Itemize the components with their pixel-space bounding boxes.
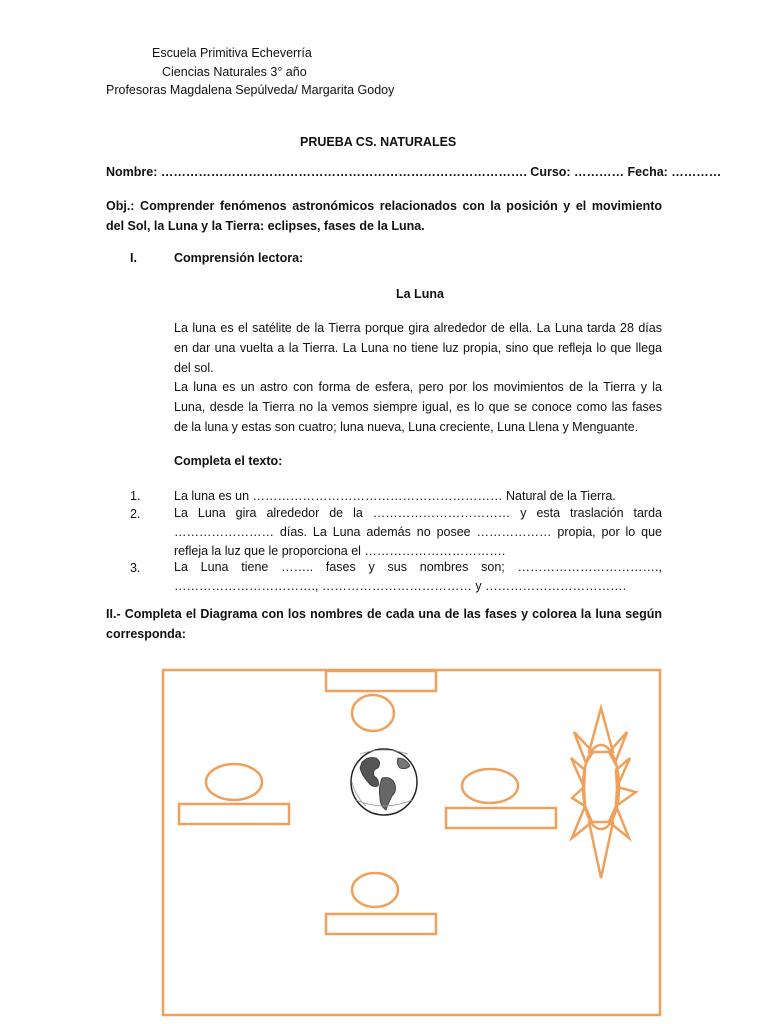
item-text: La Luna gira alrededor de la …………………………… y esta traslación tarda …………………… días. La Luna además no posee ……………… propia, por lo que refleja la luz que le proporciona el …………………………….	[174, 506, 662, 558]
student-info-line: Nombre: ……………………………………………………………………………. Curso: ………… Fecha: …………	[106, 165, 722, 179]
reading-paragraph-2: La luna es un astro con forma de esfera, pero por los movimientos de la Tierra y la Luna, desde la Tierra no la vemos siempre igual, es lo que se conoce como las fases de la luna y estas son cuatro; luna nueva, Luna creciente, Luna Llena y Menguante.	[174, 380, 662, 434]
moon-bottom[interactable]	[352, 873, 398, 907]
section1-title: Comprensión lectora:	[174, 251, 304, 265]
teachers-line: Profesoras Magdalena Sepúlveda/ Margarita Godoy	[106, 83, 395, 97]
moon-left[interactable]	[206, 764, 262, 800]
reading-paragraph-1: La luna es el satélite de la Tierra porque gira alrededor de ella. La Luna tarda 28 días en dar una vuelta a la Tierra. La Luna no tiene luz propia, sino que refleja lo que llega del sol.	[174, 321, 662, 375]
item-number: 1.	[130, 489, 141, 503]
diagram-frame	[163, 670, 660, 1015]
label-box-left[interactable]	[179, 804, 289, 824]
subject-line: Ciencias Naturales 3° año	[162, 65, 307, 79]
moon-top[interactable]	[352, 695, 394, 731]
item-text: La luna es un …………………………………………………… Natural de la Tierra.	[174, 489, 616, 503]
label-box-top[interactable]	[326, 671, 436, 691]
item-number: 3.	[130, 561, 141, 575]
section1-number: I.	[130, 251, 137, 265]
school-name: Escuela Primitiva Echeverría	[152, 46, 312, 60]
moon-right[interactable]	[462, 769, 518, 803]
label-box-right[interactable]	[446, 808, 556, 828]
item-text: La Luna tiene …….. fases y sus nombres son; ……………………………., ……………………………., ……………………………… y …………………………….	[174, 560, 662, 593]
complete-instruction: Completa el texto:	[174, 454, 283, 468]
item-number: 2.	[130, 507, 141, 521]
earth-icon	[351, 749, 417, 815]
objective: Obj.: Comprender fenómenos astronómicos relacionados con la posición y el movimiento del Sol, la Luna y la Tierra: eclipses, fases de la Luna.	[106, 199, 662, 233]
test-title: PRUEBA CS. NATURALES	[300, 135, 457, 149]
section2-instruction: II.- Completa el Diagrama con los nombres de cada una de las fases y colorea la luna según corresponda:	[106, 607, 662, 641]
reading-title: La Luna	[396, 287, 444, 301]
label-box-bottom[interactable]	[326, 914, 436, 934]
sun-icon	[571, 708, 636, 878]
